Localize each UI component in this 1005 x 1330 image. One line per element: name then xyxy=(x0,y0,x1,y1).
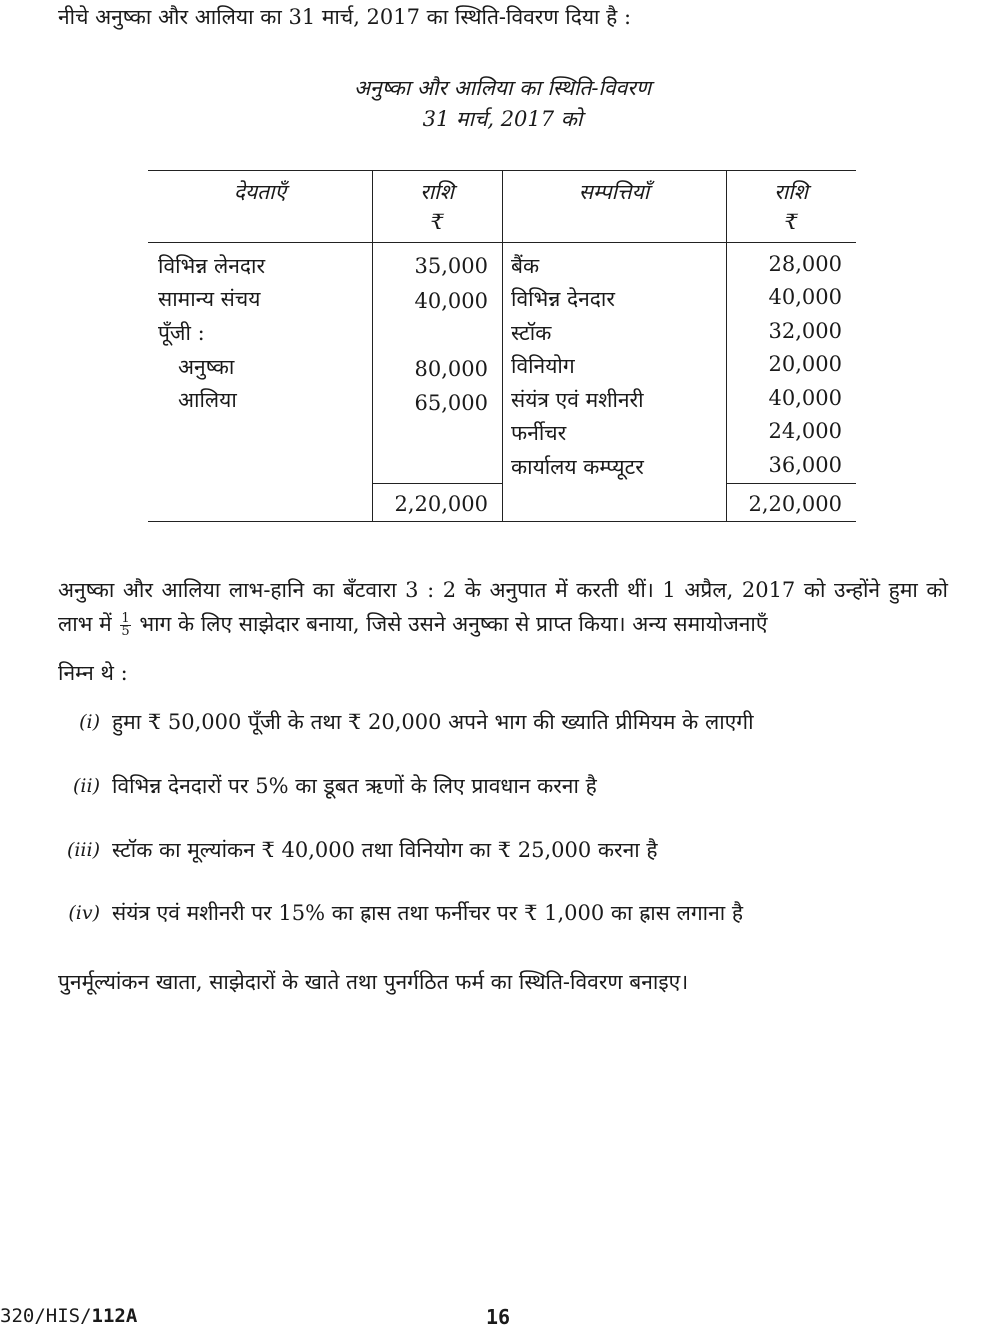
header-liabilities-amount: राशि xyxy=(420,180,454,204)
paper-code xyxy=(0,1305,137,1327)
header-liabilities: देयताएँ xyxy=(233,180,287,204)
fraction-denominator: 5 xyxy=(121,624,130,639)
adjustment-label: (iii) xyxy=(66,839,100,861)
asset-label: विनियोग xyxy=(511,354,575,378)
header-assets: सम्पत्तियाँ xyxy=(578,180,650,204)
asset-amount: 28,000 xyxy=(768,252,842,276)
asset-amount: 40,000 xyxy=(768,285,842,309)
liability-amount: 35,000 xyxy=(414,254,488,278)
closing-instruction: पुनर्मूल्यांकन खाता, साझेदारों के खाते तथा पुनर्गठित फर्म का स्थिति-विवरण बनाइए। xyxy=(58,970,689,994)
adjustment-label: (i) xyxy=(79,711,100,733)
intro-text: नीचे अनुष्का और आलिया का 31 मार्च, 2017 का स्थिति-विवरण दिया है : xyxy=(58,5,632,29)
asset-label: विभिन्न देनदार xyxy=(511,287,615,311)
asset-label: बैंक xyxy=(511,254,540,278)
liability-label: पूँजी : xyxy=(158,321,205,345)
problem-paragraph xyxy=(58,573,948,641)
asset-label: संयंत्र एवं मशीनरी xyxy=(511,388,644,412)
adjustment-item xyxy=(58,898,958,928)
liability-amount: 40,000 xyxy=(414,289,488,313)
liabilities-total: 2,20,000 xyxy=(394,492,488,516)
header-liabilities-currency: ₹ xyxy=(430,210,444,234)
fraction-numerator: 1 xyxy=(121,611,130,626)
adjustment-label: (iv) xyxy=(68,902,100,924)
adjustment-label: (ii) xyxy=(73,775,100,797)
liability-label: अनुष्का xyxy=(178,355,235,379)
assets-total-rule xyxy=(726,483,856,484)
asset-label: स्टॉक xyxy=(511,321,552,345)
paragraph-last-line: निम्न थे : xyxy=(58,661,128,685)
paragraph-text-end: भाग के लिए साझेदार बनाया, जिसे उसने अनुष्का से प्राप्त किया। अन्य समायोजनाएँ xyxy=(139,612,768,636)
liability-amount: 80,000 xyxy=(414,357,488,381)
adjustment-text: स्टॉक का मूल्यांकन ₹ 40,000 तथा विनियोग का ₹ 25,000 करना है xyxy=(112,838,658,862)
paragraph-text-start: अनुष्का और आलिया लाभ-हानि का बँटवारा 3 : 2 के अनुपात में करती थीं। 1 अप्रैल, 2017 को उन्होंने हुमा को लाभ में xyxy=(58,578,948,636)
asset-amount: 32,000 xyxy=(768,319,842,343)
header-assets-amount: राशि xyxy=(774,180,808,204)
page-number: 16 xyxy=(486,1305,511,1329)
assets-total: 2,20,000 xyxy=(748,492,842,516)
paper-code-prefix: 320/HIS/ xyxy=(0,1305,92,1327)
asset-label: कार्यालय कम्प्यूटर xyxy=(511,455,644,479)
paper-code-bold: 112A xyxy=(91,1305,138,1327)
adjustment-text: विभिन्न देनदारों पर 5% का डूबत ऋणों के लिए प्रावधान करना है xyxy=(112,774,597,798)
header-assets-currency: ₹ xyxy=(784,210,798,234)
fraction-one-fifth xyxy=(120,613,130,638)
adjustment-item xyxy=(58,771,958,801)
liability-label: आलिया xyxy=(178,388,237,412)
statement-title: अनुष्का और आलिया का स्थिति-विवरण xyxy=(353,76,652,100)
liability-label: विभिन्न लेनदार xyxy=(158,254,266,278)
asset-amount: 24,000 xyxy=(768,419,842,443)
statement-date: 31 मार्च, 2017 को xyxy=(422,107,583,131)
column-rule-2 xyxy=(502,170,503,522)
asset-amount: 40,000 xyxy=(768,386,842,410)
liabilities-total-rule xyxy=(372,483,502,484)
adjustment-text: हुमा ₹ 50,000 पूँजी के तथा ₹ 20,000 अपने भाग की ख्याति प्रीमियम के लाएगी xyxy=(112,710,754,734)
adjustment-item xyxy=(58,835,958,865)
asset-amount: 36,000 xyxy=(768,453,842,477)
asset-amount: 20,000 xyxy=(768,352,842,376)
adjustment-item xyxy=(58,707,958,737)
adjustment-text: संयंत्र एवं मशीनरी पर 15% का ह्रास तथा फर्नीचर पर ₹ 1,000 का ह्रास लगाना है xyxy=(112,901,744,925)
asset-label: फर्नीचर xyxy=(511,421,567,445)
liability-label: सामान्य संचय xyxy=(158,287,261,311)
liability-amount: 65,000 xyxy=(414,391,488,415)
